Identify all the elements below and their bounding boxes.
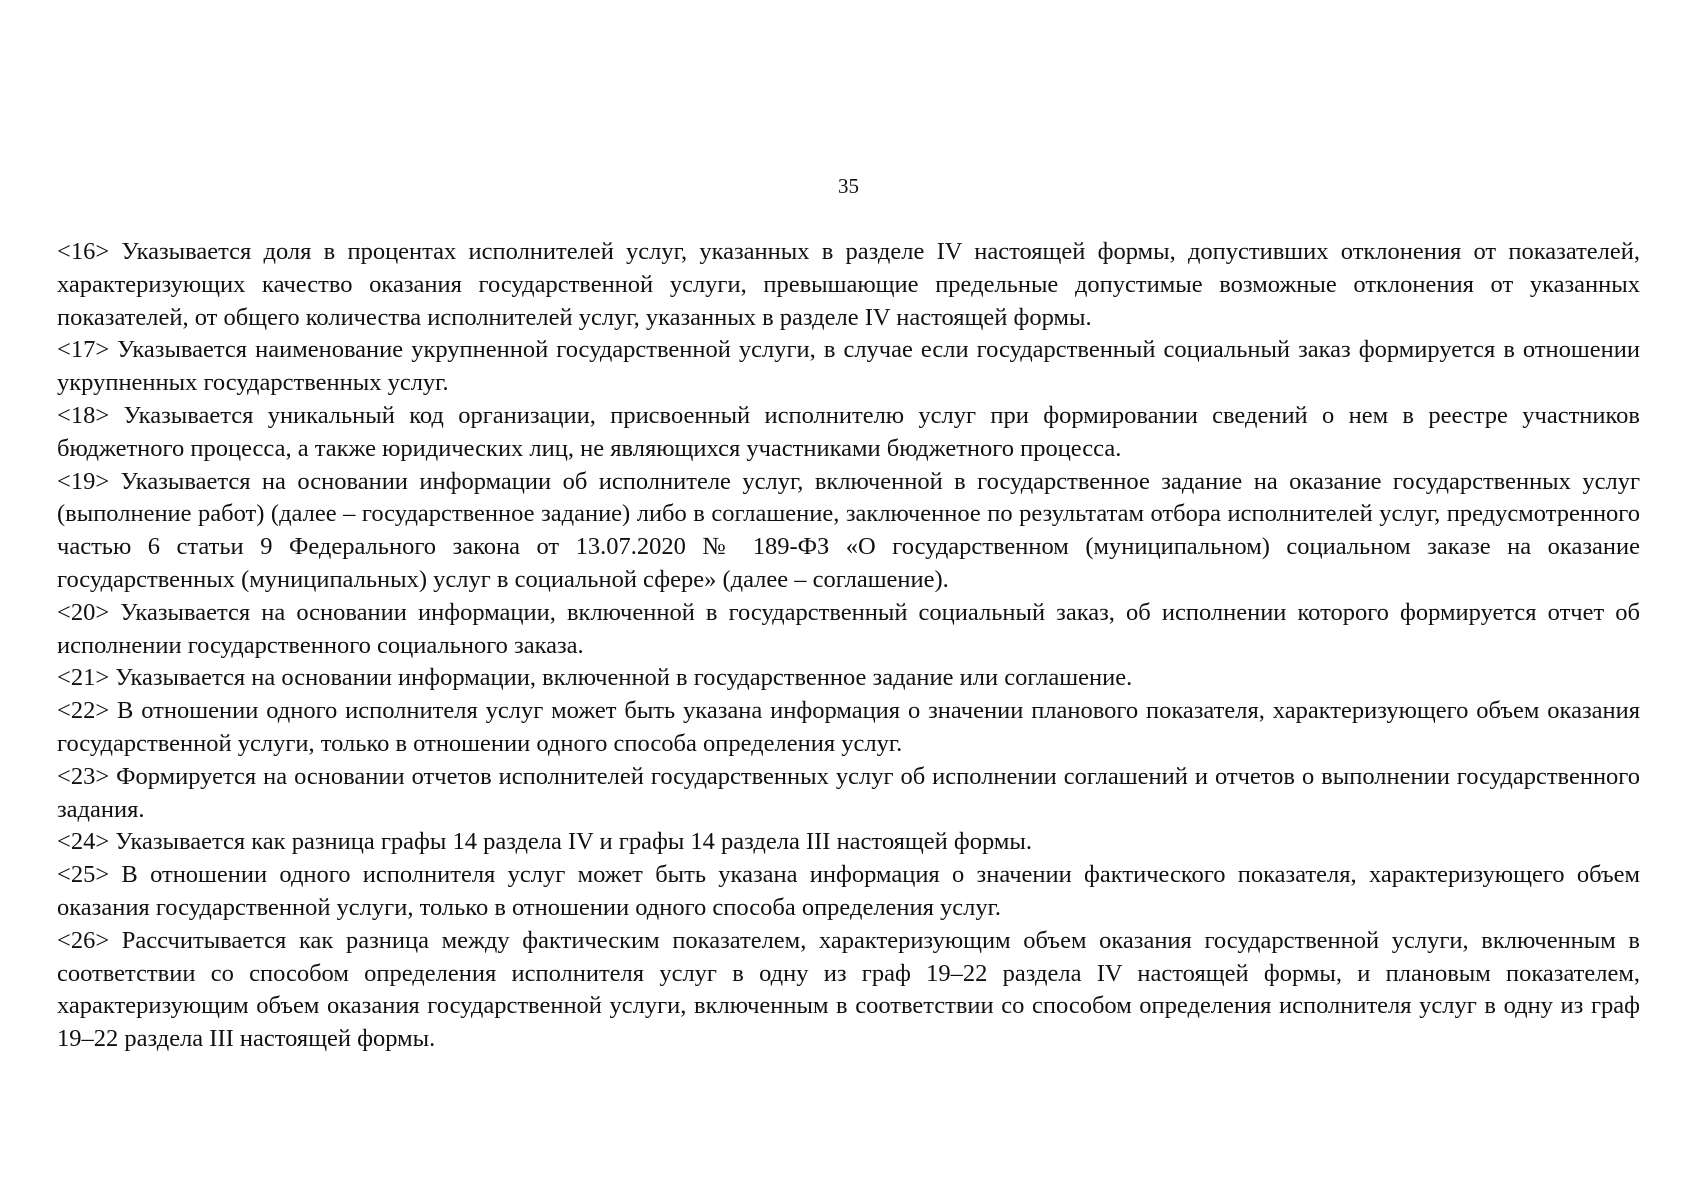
footnote-24: <24> Указывается как разница графы 14 раздела IV и графы 14 раздела III настоящей формы. [57, 828, 1032, 856]
footnote-22: <22> В отношении одного исполнителя услуг может быть указана информация о значении планового показателя, характеризующего объем оказания государственной услуги, только в отношении одного способа определения услуг. [57, 697, 1640, 757]
footnote-20: <20> Указывается на основании информации, включенной в государственный социальный заказ, об исполнении которого формируется отчет об исполнении государственного социального заказа. [57, 598, 1640, 659]
footnote-23: <23> Формируется на основании отчетов исполнителей государственных услуг об исполнении соглашений и отчетов о выполнении государственного задания. [57, 762, 1640, 823]
page-number: 35 [838, 174, 859, 198]
footnote-16: <16> Указывается доля в процентах исполнителей услуг, указанных в разделе IV настоящей формы, допустивших отклонения от показателей, характеризующих качество оказания государственной услуги, превышающие предельные допустимые возможные отклонения от указанных показателей, от общего количества исполнителей услуг, указанных в разделе IV настоящей формы. [57, 238, 1640, 331]
footnote-19: <19> Указывается на основании информации об исполнителе услуг, включенной в государственное задание на оказание государственных услуг (выполнение работ) (далее – государственное задание) либо в соглашение, заключенное по результатам отбора исполнителей услуг, предусмотренного частью 6 статьи 9 Федерального закона от 13.07.2020 № 189-ФЗ «О государственном (муниципальном) социальном заказе на оказание государственных (муниципальных) услуг в социальной сфере» (далее – соглашение). [57, 467, 1640, 593]
footnote-25: <25> В отношении одного исполнителя услуг может быть указана информация о значении фактического показателя, характеризующего объем оказания государственной услуги, только в отношении одного способа определения услуг. [57, 861, 1640, 921]
footnote-26: <26> Рассчитывается как разница между фактическим показателем, характеризующим объем оказания государственной услуги, включенным в соответствии со способом определения исполнителя услуг в одну из граф 19–22 раздела IV настоящей формы, и плановым показателем, характеризующим объем оказания государственной услуги, включенным в соответствии со способом определения исполнителя услуг в одну из граф 19–22 раздела III настоящей формы. [57, 926, 1640, 1053]
footnote-17: <17> Указывается наименование укрупненной государственной услуги, в случае если государственный социальный заказ формируется в отношении укрупненных государственных услуг. [57, 336, 1640, 397]
footnote-21: <21> Указывается на основании информации, включенной в государственное задание или соглашение. [57, 664, 1133, 692]
footnotes-list [57, 236, 1640, 1056]
footnote-18: <18> Указывается уникальный код организации, присвоенный исполнителю услуг при формировании сведений о нем в реестре участников бюджетного процесса, а также юридических лиц, не являющихся участниками бюджетного процесса. [57, 401, 1640, 462]
